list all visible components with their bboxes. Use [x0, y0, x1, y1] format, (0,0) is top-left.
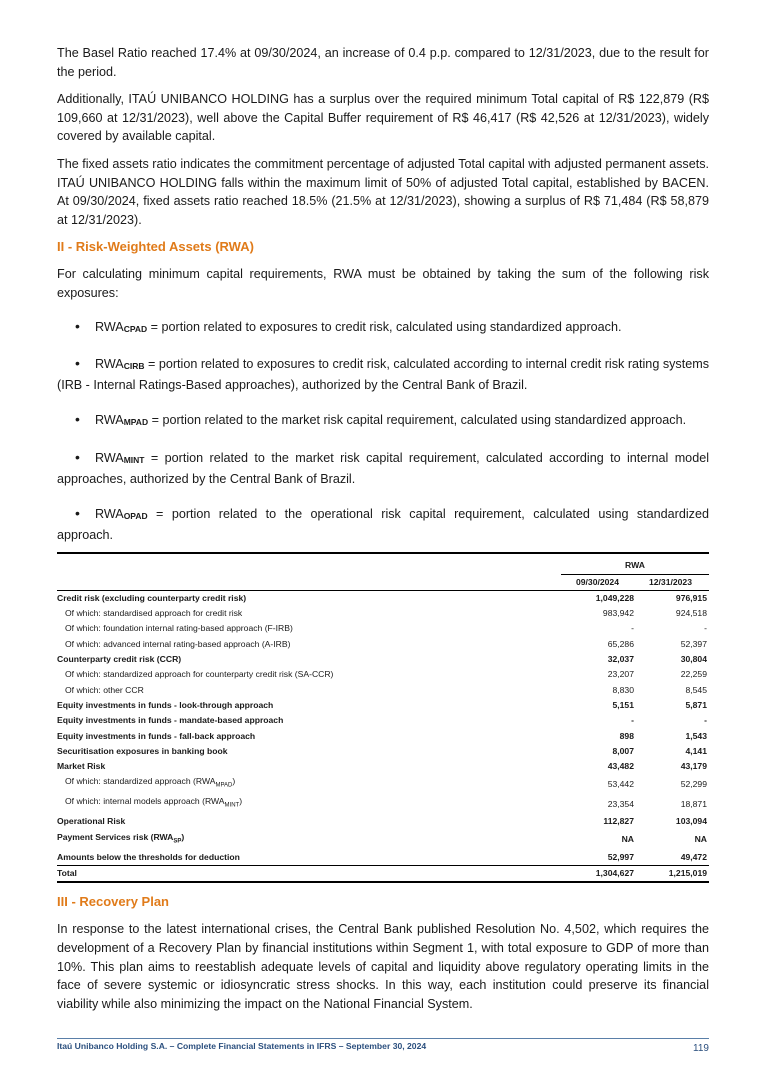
table-group-header-row [57, 558, 709, 574]
footer-document-title: Itaú Unibanco Holding S.A. – Complete Financial Statements in IFRS – September 30, 2024 [57, 1041, 427, 1051]
table-row: Securitisation exposures in banking book 8,007 4,141 [57, 745, 707, 756]
paragraph-basel-ratio: The Basel Ratio reached 17.4% at 09/30/2024, an increase of 0.4 p.p. compared to 12/31/2023, due to the result for the period. [57, 46, 709, 79]
section-title-recovery-plan: III - Recovery Plan [57, 894, 169, 910]
bullet-dot-icon: • [75, 355, 80, 372]
table-row: Payment Services risk $(RWA_{SP})$ NA NA [57, 831, 707, 845]
table-row: Amounts below the thresholds for deduction 52,997 49,472 [57, 851, 707, 862]
bullet-dot-icon: • [75, 411, 80, 428]
paragraph-recovery-plan: In response to the latest international crises, the Central Bank published Resolution No. 4,502, which requires the development of a Recovery Plan by financial institutions within Segment 1, with total exposure to GDP of more than 10%. This plan aims to reestablish adequate levels of capital and liquidity above regulatory operating limits in the face of severe systemic or idiosyncratic stress shocks. In this way, each institution could preserve its financial viability while also minimizing the impact on the National Financial System. [57, 922, 709, 1011]
bullet-rwa-cpad: • $RWA_{CPAD}$ = portion related to exposures to credit risk, calculated using standardized approach. [57, 317, 709, 339]
paragraph-rwa-intro: For calculating minimum capital requirements, RWA must be obtained by taking the sum of the following risk exposures: [57, 267, 709, 300]
table-row: Equity investments in funds - mandate-based approach - - [57, 715, 707, 726]
bullet-dot-icon: • [75, 448, 80, 465]
table-row: Counterparty credit risk (CCR) 32,037 30,804 [57, 654, 707, 665]
paragraph-capital-surplus: Additionally, ITAÚ UNIBANCO HOLDING has a surplus over the required minimum Total capital of R$ 122,879 (R$ 109,660 at 12/31/2023), well above the Capital Buffer requirement of R$ 46,417 (R$ 42,526 at 12/31/2023), widely covered by available capital. [57, 92, 709, 144]
table-row: Of which: advanced internal rating-based approach (A-IRB) 65,286 52,397 [65, 638, 707, 649]
table-row: Of which: other CCR 8,830 8,545 [65, 684, 707, 695]
bullet-dot-icon: • [75, 317, 80, 334]
rwa-table [57, 552, 709, 883]
table-group-header: RWA [561, 558, 709, 574]
table-row: Of which: foundation internal rating-based approach (F-IRB) - - [65, 623, 707, 634]
table-row: Credit risk (excluding counterparty credit risk) 1,049,228 976,915 [57, 592, 707, 603]
column-header-2024: 09/30/2024 [561, 574, 634, 590]
table-row: Market Risk 43,482 43,179 [57, 761, 707, 772]
bullet-rwa-mint: • $RWA_{MINT}$ = portion related to the market risk capital requirement, calculated according to internal model approaches, authorized by the Central Bank of Brazil. [57, 448, 709, 486]
page-content [57, 44, 709, 1022]
table-row: Of which: internal models approach $(RWA_{MINT})$ 23,354 18,871 [65, 796, 707, 810]
table-row: Operational Risk 112,827 103,094 [57, 816, 707, 827]
page-number: 119 [693, 1043, 709, 1054]
page-footer [57, 1038, 709, 1054]
bullet-dot-icon: • [75, 505, 80, 522]
column-header-2023: 12/31/2023 [634, 574, 709, 590]
bullet-rwa-cirb: • $RWA_{CIRB}$ = portion related to exposures to credit risk, calculated according to internal credit risk rating systems (IRB - Internal Ratings-Based approaches), authorized by the Central Bank of Brazil. [57, 355, 709, 392]
bullet-rwa-mpad: • $RWA_{MPAD}$ = portion related to the market risk capital requirement, calculated using standardized approach. [57, 410, 709, 432]
table-row: Equity investments in funds - look-through approach 5,151 5,871 [57, 699, 707, 710]
table-row: Of which: standardized approach for counterparty credit risk (SA-CCR) 23,207 22,259 [65, 669, 707, 680]
paragraph-fixed-assets: The fixed assets ratio indicates the commitment percentage of adjusted Total capital with adjusted permanent assets. ITAÚ UNIBANCO HOLDING falls within the maximum limit of 50% of adjusted Total capital, established by BACEN. At 09/30/2024, fixed assets ratio reached 18.5% (21.5% at 12/31/2023), showing a surplus of R$ 71,484 (R$ 58,879 at 12/31/2023). [57, 156, 709, 227]
table-column-header-row [57, 574, 709, 590]
table-row: Equity investments in funds - fall-back approach 898 1,543 [57, 730, 707, 741]
bullet-rwa-opad: • $RWA_{OPAD}$ = portion related to the operational risk capital requirement, calculated using standardized approach. [57, 505, 709, 542]
table-row: Of which: standardized approach $(RWA_{MPAD})$ 53,442 52,299 [65, 776, 707, 790]
table-total-row: Total 1,304,627 1,215,019 [57, 866, 709, 883]
table-row: Of which: standardised approach for credit risk 983,942 924,518 [65, 608, 707, 619]
section-title-rwa: II - Risk-Weighted Assets (RWA) [57, 239, 254, 255]
